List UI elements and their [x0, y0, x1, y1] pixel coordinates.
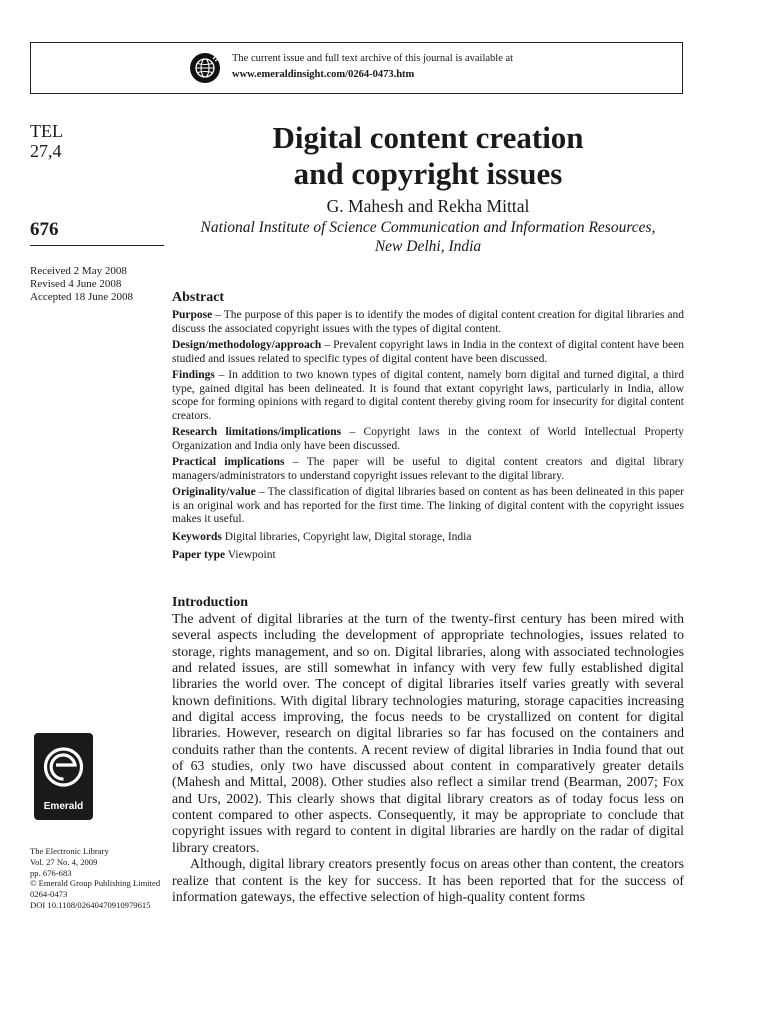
article-authors: G. Mahesh and Rekha Mittal [326, 196, 530, 216]
accepted-date: Accepted 18 June 2008 [30, 291, 133, 303]
journal-code [30, 121, 63, 161]
emerald-e-icon [42, 743, 85, 791]
affiliation-line-1: National Institute of Science Communication and Information Resources, [200, 219, 656, 236]
introduction-heading: Introduction [172, 595, 248, 610]
page-range: pp. 676-683 [30, 867, 72, 878]
copyright-notice: © Emerald Group Publishing Limited [30, 878, 161, 889]
introduction-paragraph-2: Although, digital library creators presently focus on areas other than content, the creators realize that content is the key for success. It has been reported that for the success of information gateways, the effective selection of high-quality content forms [172, 856, 684, 904]
findings-label: Findings [172, 369, 215, 381]
title-line-2: and copyright issues [293, 156, 563, 191]
issn: 0264-0473 [30, 889, 68, 900]
abstract-design [172, 339, 684, 366]
affiliation-line-2: New Delhi, India [374, 238, 482, 255]
access-notice-text: The current issue and full text archive of this journal is available at [232, 53, 514, 64]
abstract-purpose [172, 309, 684, 336]
sidebar-divider [30, 245, 164, 246]
globe-icon [189, 52, 221, 84]
paper-type [172, 548, 684, 562]
purpose-label: Purpose [172, 309, 213, 321]
limitations-label: Research limitations/implications [172, 426, 342, 438]
author-affiliation [172, 218, 684, 256]
revised-date: Revised 4 June 2008 [30, 278, 122, 290]
introduction-section [172, 594, 684, 905]
publication-info [30, 846, 160, 911]
abstract-limitations [172, 426, 684, 453]
introduction-paragraph-1: The advent of digital libraries at the turn of the twenty-first century has been mired with several aspects including the development of appropriate technologies, issues related to storage, rights management, and so on. Digital libraries, along with associated technologies and related issues, are still somewhat in infancy with very few fully established digital libraries the world over. The concept of digital libraries itself varies greatly with several known definitions. With digital library technologies maturing, storage capacities increasing and digital access improving, the focus needs to be crystallized on content for digital libraries. However, research on digital libraries so far has focused on the containers and conduits rather than the contents. A recent review of digital libraries in India found that out of 63 studies, only two have discussed about content in comparatively greater details (Mahesh and Mittal, 2008). Other studies also reflect a similar trend (Bearman, 2007; Fox and Urs, 2002). This clearly shows that digital library creators as of today focus less on content compared to other aspects. Consequently, it may be appropriate to conclude that copyright issues with regard to content in digital libraries are hardly on the radar of digital library creators. [172, 611, 684, 855]
journal-access-notice [30, 42, 683, 94]
purpose-text: – The purpose of this paper is to identify the modes of digital content creation for digital libraries and discuss the associated copyright issues with the types of digital content. [172, 309, 684, 335]
limitations-text: – Copyright laws in the context of World Intellectual Property Organization and India only have been discussed. [172, 426, 685, 452]
keywords [172, 530, 684, 544]
paper-type-label: Paper type [172, 548, 226, 561]
abstract-section [172, 290, 684, 566]
abstract-practical [172, 456, 684, 483]
practical-label: Practical implications [172, 456, 285, 468]
page-number: 676 [30, 219, 59, 240]
findings-text: – In addition to two known types of digital content, namely born digital and turned digital, a third type, gained digital has been delineated. It is found that extant copyright laws, particularly in India, allow scope for forming opinions with regard to digital content thereby giving room for insecurity for digital content creators. [172, 369, 684, 422]
paper-type-text: Viewpoint [225, 548, 276, 561]
received-dates [30, 265, 133, 304]
design-text: – Prevalent copyright laws in India in the context of digital content have been studied and issues related to specific types of digital content have been discussed. [172, 339, 684, 365]
journal-name: The Electronic Library [30, 846, 109, 856]
abstract-heading: Abstract [172, 290, 225, 305]
practical-text: – The paper will be useful to digital content creators and digital library managers/administrators to understand copyright issues relevant to the digital library. [172, 456, 684, 482]
keywords-text: Digital libraries, Copyright law, Digital storage, India [221, 530, 472, 543]
abstract-originality [172, 486, 684, 527]
keywords-label: Keywords [172, 530, 222, 543]
doi: DOI 10.1108/02640470910979615 [30, 899, 151, 910]
abstract-findings [172, 369, 684, 423]
journal-abbreviation: TEL [30, 121, 63, 141]
originality-label: Originality/value [172, 486, 256, 498]
journal-url-link[interactable]: www.emeraldinsight.com/0264-0473.htm [232, 69, 415, 80]
article-title [172, 120, 684, 192]
volume-issue: 27,4 [30, 141, 62, 161]
design-label: Design/methodology/approach [172, 339, 322, 351]
title-line-1: Digital content creation [272, 120, 584, 155]
emerald-logo-label: Emerald [43, 801, 84, 812]
volume-number-year: Vol. 27 No. 4, 2009 [30, 856, 98, 867]
originality-text: – The classification of digital libraries based on content as has been delineated in this paper is an original work and has reported for the first time. The linking of digital content with the copyright issues makes it useful. [172, 486, 684, 525]
emerald-logo [34, 733, 93, 820]
received-date: Received 2 May 2008 [30, 265, 127, 277]
